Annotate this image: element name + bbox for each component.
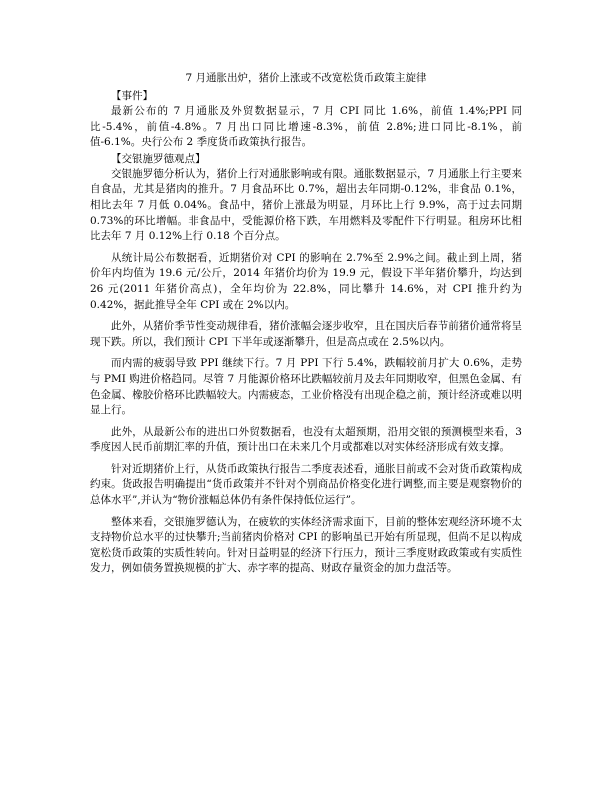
body-paragraph-7: 整体来看，交银施罗德认为，在疲软的实体经济需求面下，目前的整体宏观经济环境不太支持物价总水平的过快攀升;当前猪肉价格对 CPI 的影响虽已开始有所显现，但尚不足以构成宽松货币政策的实质性转向。针对日益明显的经济下行压力，预计三季度财政政策或有实质性发力，例如债务置换规模的扩大、赤字率的提高、财政存量资金的加力盘活等。 — [90, 515, 522, 575]
view-heading: 【交银施罗德观点】 — [111, 152, 206, 165]
body-paragraph-6: 针对近期猪价上行，从货币政策执行报告二季度表述看，通胀目前或不会对货币政策构成约束。货政报告明确提出“货币政策并不针对个别商品价格变化进行调整,而主要是观察物价的总体水平”,并认为“物价涨幅总体仍有条件保持低位运行”。 — [90, 462, 522, 507]
body-paragraph-5: 此外，从最新公布的进出口外贸数据看，也没有太超预期，沿用交银的预测模型来看，3 季度因人民币前期汇率的升值，预计出口在未来几个月或都难以对实体经济形成有效支撑。 — [90, 425, 522, 454]
document-page — [90, 70, 522, 583]
body-paragraph-4: 而内需的疲弱导致 PPI 继续下行。7 月 PPI 下行 5.4%，跌幅较前月扩大 0.6%，走势与 PMI 购进价格趋同。尽管 7 月能源价格环比跌幅较前月及去年同期收窄，但黑色金属、有色金属、橡胶价格环比跌幅较大。内需疲态，工业价格没有出现企稳之前，预计经济或难以明显上行。 — [90, 357, 522, 417]
body-paragraph-1: 交银施罗德分析认为，猪价上行对通胀影响或有限。通胀数据显示，7 月通胀上行主要来自食品，尤其是猪肉的推升。7 月食品环比 0.7%，超出去年同期-0.12%，非食品 0.1%，相比去年 7 月低 0.04%。食品中，猪价上涨最为明显，月环比上行 9.9%，高于过去同期 0.73%的环比增幅。非食品中，受能源价格下跌，车用燃料及零配件下行明显。租房环比相比去年 7 月 0.12%上行 0.18 个百分点。 — [90, 167, 522, 243]
document-title: 7 月通胀出炉，猪价上涨或不改宽松货币政策主旋律 — [185, 72, 427, 84]
event-heading: 【事件】 — [111, 90, 153, 102]
body-paragraph-3: 此外，从猪价季节性变动规律看，猪价涨幅会逐步收窄，且在国庆后春节前猪价通常将呈现下跌。所以，我们预计 CPI 下半年或逐渐攀升，但是高点或在 2.5%以内。 — [90, 320, 522, 348]
body-paragraph-2: 从统计局公布数据看，近期猪价对 CPI 的影响在 2.7%至 2.9%之间。截止到上周，猪价年内均值为 19.6 元/公斤，2014 年猪价均价为 19.9 元，假设下半年猪价攀升，均达到 26 元(2011 年猪价高点)，全年均价为 22.8%，同比攀升 14.6%，对 CPI 推升约为 0.42%，据此推导全年 CPI 或在 2%以内。 — [90, 251, 522, 311]
event-paragraph: 最新公布的 7 月通胀及外贸数据显示，7 月 CPI 同比 1.6%，前值 1.4%;PPI 同比-5.4%，前值-4.8%。7 月出口同比增速-8.3%，前值 2.8%;进口同比-8.1%，前值-6.1%。央行公布 2 季度货币政策执行报告。 — [90, 105, 522, 149]
